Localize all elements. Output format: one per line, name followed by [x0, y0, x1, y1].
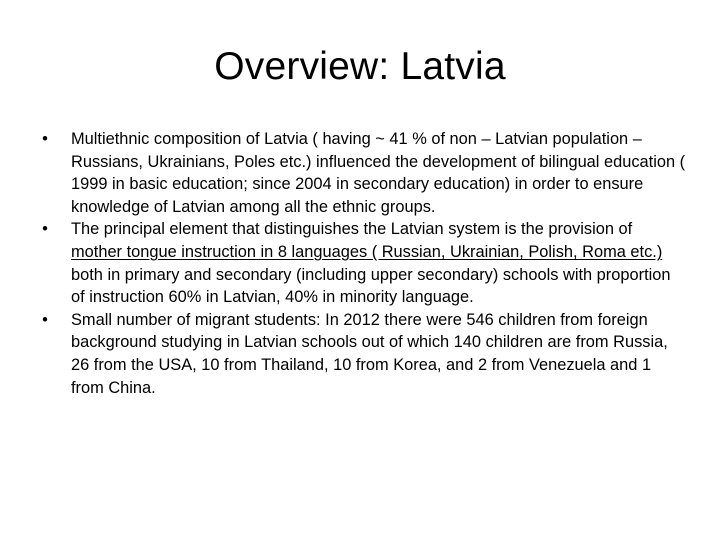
bullet-item — [36, 218, 686, 308]
bullet-dot-icon: • — [42, 310, 48, 329]
bullet-list — [36, 128, 686, 399]
bullet-dot-icon: • — [42, 220, 48, 239]
bullet-item — [36, 309, 686, 399]
bullet-text-after: both in primary and secondary (including upper secondary) schools with proportion of instruction 60% in Latvian, 40% in minority language. — [71, 265, 671, 307]
bullet-text-underlined: mother tongue instruction in 8 languages ( Russian, Ukrainian, Polish, Roma etc.) — [71, 242, 663, 261]
slide-title: Overview: Latvia — [214, 45, 506, 88]
bullet-text-before: The principal element that distinguishes the Latvian system is the provision of — [71, 220, 633, 239]
bullet-item — [36, 128, 686, 218]
bullet-text: Small number of migrant students: In 2012 there were 546 children from foreign background studying in Latvian schools out of which 140 children are from Russia, 26 from the USA, 10 from Thailand, 10 from Korea, and 2 from Venezuela and 1 from China. — [71, 310, 668, 397]
bullet-text: Multiethnic composition of Latvia ( having ~ 41 % of non – Latvian population – Russians, Ukrainians, Poles etc.) influenced the development of bilingual education ( 1999 in basic education; since 2004 in secondary education) in order to ensure knowledge of Latvian among all the ethnic groups. — [71, 130, 686, 216]
bullet-dot-icon: • — [42, 130, 48, 148]
